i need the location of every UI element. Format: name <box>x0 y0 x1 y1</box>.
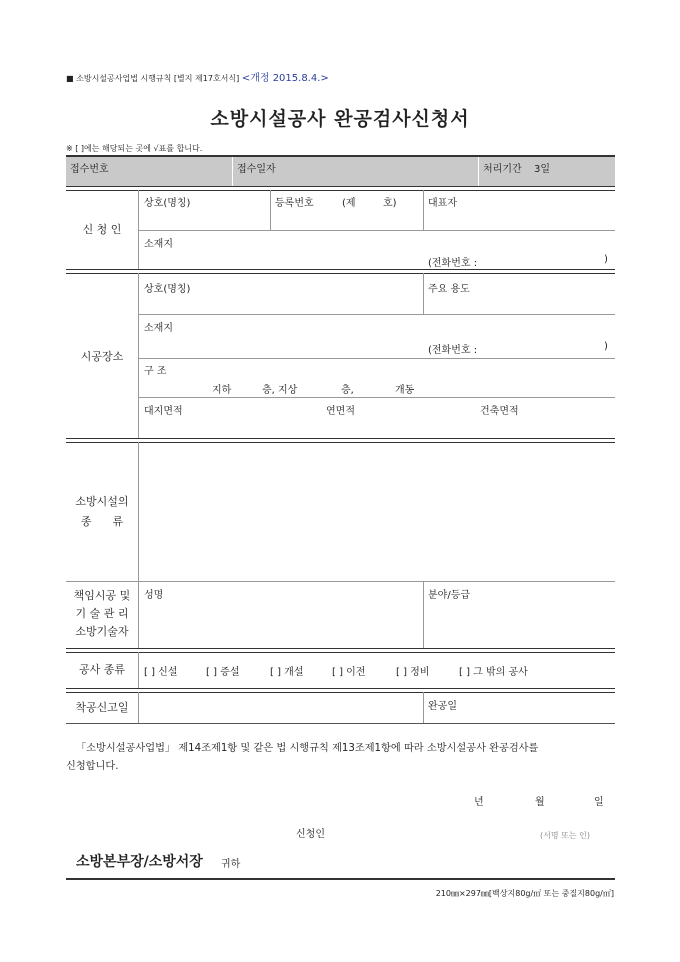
site-address-label: 소재지 <box>144 323 173 334</box>
engineer-label-line3: 소방기술자 <box>75 625 129 638</box>
land-area-label: 대지면적 <box>144 406 183 417</box>
form-reference <box>66 69 329 84</box>
building-area-label: 건축면적 <box>480 406 519 417</box>
engineer-label-line1: 책임시공 및 <box>73 589 131 602</box>
reg-no-open: (제 <box>342 198 356 209</box>
applicant-signature-label: 신청인 <box>296 829 325 840</box>
site-section-label: 시공장소 <box>80 350 124 363</box>
reg-no-close: 호) <box>383 198 397 209</box>
underground-label: 지하 <box>212 385 232 396</box>
day-label: 일 <box>594 797 604 808</box>
addressee-name: 소방본부장/소방서장 <box>76 854 203 870</box>
applicant-address-label: 소재지 <box>144 239 173 250</box>
site-main-use-label: 주요 용도 <box>428 284 470 295</box>
applicant-representative-label: 대표자 <box>428 198 457 209</box>
processing-period-label: 처리기간 <box>483 164 522 175</box>
month-label: 월 <box>535 797 545 808</box>
facility-type-label-line2: 종 류 <box>80 515 124 528</box>
applicant-phone-label: (전화번호 : <box>428 258 478 269</box>
floor-separator-label: 층, 지상 <box>262 385 298 396</box>
processing-days: 3일 <box>534 164 551 175</box>
site-phone-label: (전화번호 : <box>428 345 478 356</box>
building-count-label: 개동 <box>395 385 415 396</box>
engineer-field-grade-label: 분야/등급 <box>428 590 471 601</box>
work-type-new[interactable]: [ ] 신설 <box>144 667 178 678</box>
applicant-reg-no-label: 등록번호 <box>275 198 314 209</box>
work-type-maintenance[interactable]: [ ] 정비 <box>396 667 430 678</box>
structure-label: 구 조 <box>144 366 167 377</box>
applicant-section-label: 신 청 인 <box>82 223 122 236</box>
statement-line-2: 신청합니다. <box>66 761 119 772</box>
page-title: 소방시설공사 완공검사신청서 <box>210 108 470 130</box>
completion-date-label: 완공일 <box>428 701 457 712</box>
site-phone-close: ) <box>604 341 608 352</box>
bullet-icon: ■ <box>66 74 74 83</box>
paper-spec: 210㎜×297㎜[백상지80g/㎡ 또는 중질지80g/㎡] <box>435 889 614 898</box>
work-type-label: 공사 종류 <box>78 663 125 676</box>
statement-line-1: 「소방시설공사업법」 제14조제1항 및 같은 법 시행규칙 제13조제1항에 따라 소방시설공사 완공검사를 <box>76 743 539 754</box>
start-report-date-label: 착공신고일 <box>75 701 129 714</box>
receipt-date-label: 접수일자 <box>237 164 276 175</box>
work-type-expansion[interactable]: [ ] 증설 <box>206 667 240 678</box>
facility-type-label-line1: 소방시설의 <box>75 495 129 508</box>
revision-date: <개정 2015.8.4.> <box>241 73 329 84</box>
site-company-name-label: 상호(명칭) <box>144 284 191 295</box>
work-type-relocation[interactable]: [ ] 이전 <box>332 667 366 678</box>
applicant-phone-close: ) <box>604 254 608 265</box>
addressee-suffix: 귀하 <box>221 859 241 870</box>
signature-hint: (서명 또는 인) <box>540 831 590 840</box>
year-label: 년 <box>474 797 484 808</box>
engineer-name-label: 성명 <box>144 590 164 601</box>
total-floor-area-label: 연면적 <box>326 406 355 417</box>
work-type-other[interactable]: [ ] 그 밖의 공사 <box>459 667 528 678</box>
applicant-company-name-label: 상호(명칭) <box>144 198 191 209</box>
engineer-label-line2: 기 술 관 리 <box>75 607 129 620</box>
receipt-number-label: 접수번호 <box>70 164 109 175</box>
work-type-modification[interactable]: [ ] 개설 <box>270 667 304 678</box>
floor-label: 층, <box>341 385 354 396</box>
law-reference: 소방시설공사업법 시행규칙 [별지 제17호서식] <box>76 74 240 83</box>
checkbox-note: ※ [ ]에는 해당되는 곳에 √표를 합니다. <box>66 144 203 153</box>
receipt-row <box>66 157 615 186</box>
